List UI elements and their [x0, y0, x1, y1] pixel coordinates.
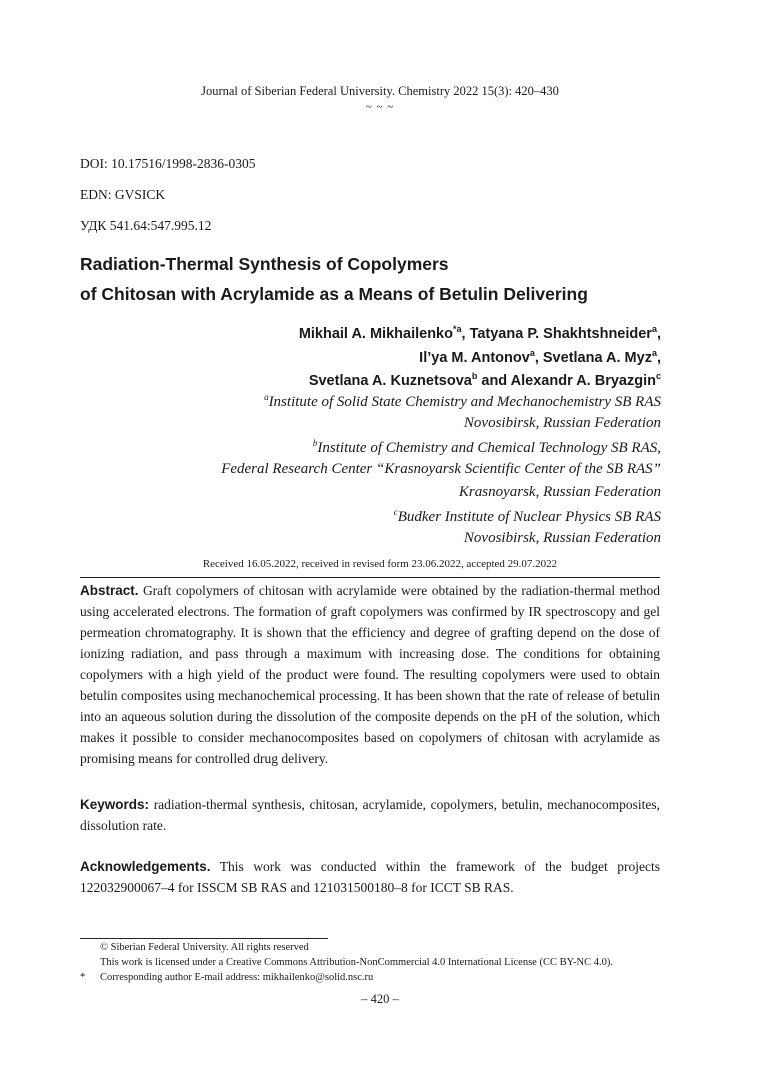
abstract: [80, 580, 660, 769]
author-name: Mikhail A. Mikhailenko: [298, 325, 453, 342]
footnote: [80, 957, 613, 968]
footnote-mark: *: [80, 972, 86, 983]
abstract-text: Graft copolymers of chitosan with acrylamide were obtained by the radiation-thermal method using accelerated electrons. The formation of graft copolymers was confirmed by IR spectroscopy and gel permeation chromatography. It is shown that the efficiency and degree of grafting depend on the dose of ionizing radiation, and pass through a maximum with increasing dose. The conditions for obtaining copolymers with a high yield of the product were found. The resulting copolymers were used to obtain betulin composites using mechanochemical processing. It has been shown that the rate of release of betulin into an aqueous solution during the dissolution of the composite depends on the pH of the solution, which makes it possible to consider mechanocomposites based on copolymers of chitosan with acrylamide as promising means for controlled drug delivery.: [80, 583, 661, 766]
author-separator: ,: [461, 325, 470, 342]
affiliation-line: [464, 415, 661, 432]
abstract-label: Abstract.: [80, 583, 139, 598]
affiliation-text: Novosibirsk, Russian Federation: [463, 415, 661, 431]
author-line-3: [309, 371, 661, 389]
author-affiliation-mark: a: [529, 348, 535, 358]
affiliation-mark: a: [264, 392, 269, 402]
footnote: [80, 942, 309, 953]
affiliation-mark: b: [312, 438, 318, 448]
affiliation-line: [264, 392, 661, 411]
acknowledgements: [80, 856, 660, 898]
author-separator: ,: [656, 349, 661, 366]
acknowledgements-text: This work was conducted within the framework of the budget projects 122032900067–4 for ISSCM SB RAS and 121031500180–8 for ICCT SB RAS.: [80, 859, 660, 895]
affiliation-text: Budker Institute of Nuclear Physics SB RAS: [397, 509, 661, 525]
author-name: Alexandr A. Bryazgin: [510, 372, 656, 389]
affiliation-text: Institute of Solid State Chemistry and Mechanochemistry SB RAS: [268, 394, 661, 410]
edn-line: EDN: GVSICK: [80, 187, 166, 202]
header-separator: ~ ~ ~: [365, 101, 395, 113]
author-affiliation-mark: a: [651, 324, 657, 334]
author-line-2: [419, 348, 661, 366]
footnote-text: © Siberian Federal University. All rights reserved: [100, 942, 309, 953]
author-name: Svetlana A. Myz: [542, 349, 652, 366]
author-name: Svetlana A. Kuznetsova: [308, 372, 472, 389]
affiliation-line: [221, 461, 661, 478]
received-dates: Received 16.05.2022, received in revised form 23.06.2022, accepted 29.07.2022: [202, 558, 558, 570]
author-separator: ,: [656, 325, 661, 342]
affiliation-line: [464, 530, 661, 547]
footnote-divider: [80, 938, 328, 939]
author-separator: and: [477, 372, 511, 389]
author-name: Il’ya M. Antonov: [419, 349, 530, 366]
author-affiliation-mark: a: [651, 348, 657, 358]
keywords: [80, 794, 660, 836]
acknowledgements-label: Acknowledgements.: [80, 859, 211, 874]
article-title-line-2: of Chitosan with Acrylamide as a Means of Betulin Delivering: [80, 284, 588, 304]
footnote: [80, 972, 373, 983]
affiliation-line: [313, 438, 661, 457]
affiliation-text: Novosibirsk, Russian Federation: [463, 530, 661, 546]
journal-header: Journal of Siberian Federal University. Chemistry 2022 15(3): 420–430: [201, 84, 559, 98]
author-line-1: [299, 324, 661, 342]
footnote-text: Corresponding author E-mail address: mikhailenko@solid.nsc.ru: [100, 972, 374, 983]
affiliation-text: Krasnoyarsk, Russian Federation: [458, 484, 661, 500]
author-affiliation-mark: *a: [452, 324, 462, 334]
affiliation-line: [394, 507, 661, 526]
affiliation-text: Federal Research Center “Krasnoyarsk Scientific Center of the SB RAS”: [221, 461, 661, 477]
affiliation-mark: c: [393, 507, 398, 517]
page-number: – 420 –: [361, 992, 399, 1006]
affiliation-text: Institute of Chemistry and Chemical Technology SB RAS,: [317, 440, 661, 456]
keywords-label: Keywords:: [80, 797, 150, 812]
article-title-line-1: Radiation-Thermal Synthesis of Copolymers: [80, 254, 449, 274]
author-affiliation-mark: c: [655, 371, 661, 381]
keywords-text: radiation-thermal synthesis, chitosan, acrylamide, copolymers, betulin, mechanocomposites, dissolution rate.: [80, 797, 660, 833]
divider: [80, 577, 660, 578]
affiliation-line: [459, 484, 661, 501]
footnote-text: This work is licensed under a Creative Commons Attribution-NonCommercial 4.0 International License (CC BY-NC 4.0).: [100, 957, 613, 968]
doi-line: DOI: 10.17516/1998-2836-0305: [80, 156, 256, 171]
author-affiliation-mark: b: [471, 371, 478, 381]
udk-line: УДК 541.64:547.995.12: [80, 218, 212, 233]
author-separator: ,: [534, 349, 543, 366]
author-name: Tatyana P. Shakhtshneider: [469, 325, 652, 342]
